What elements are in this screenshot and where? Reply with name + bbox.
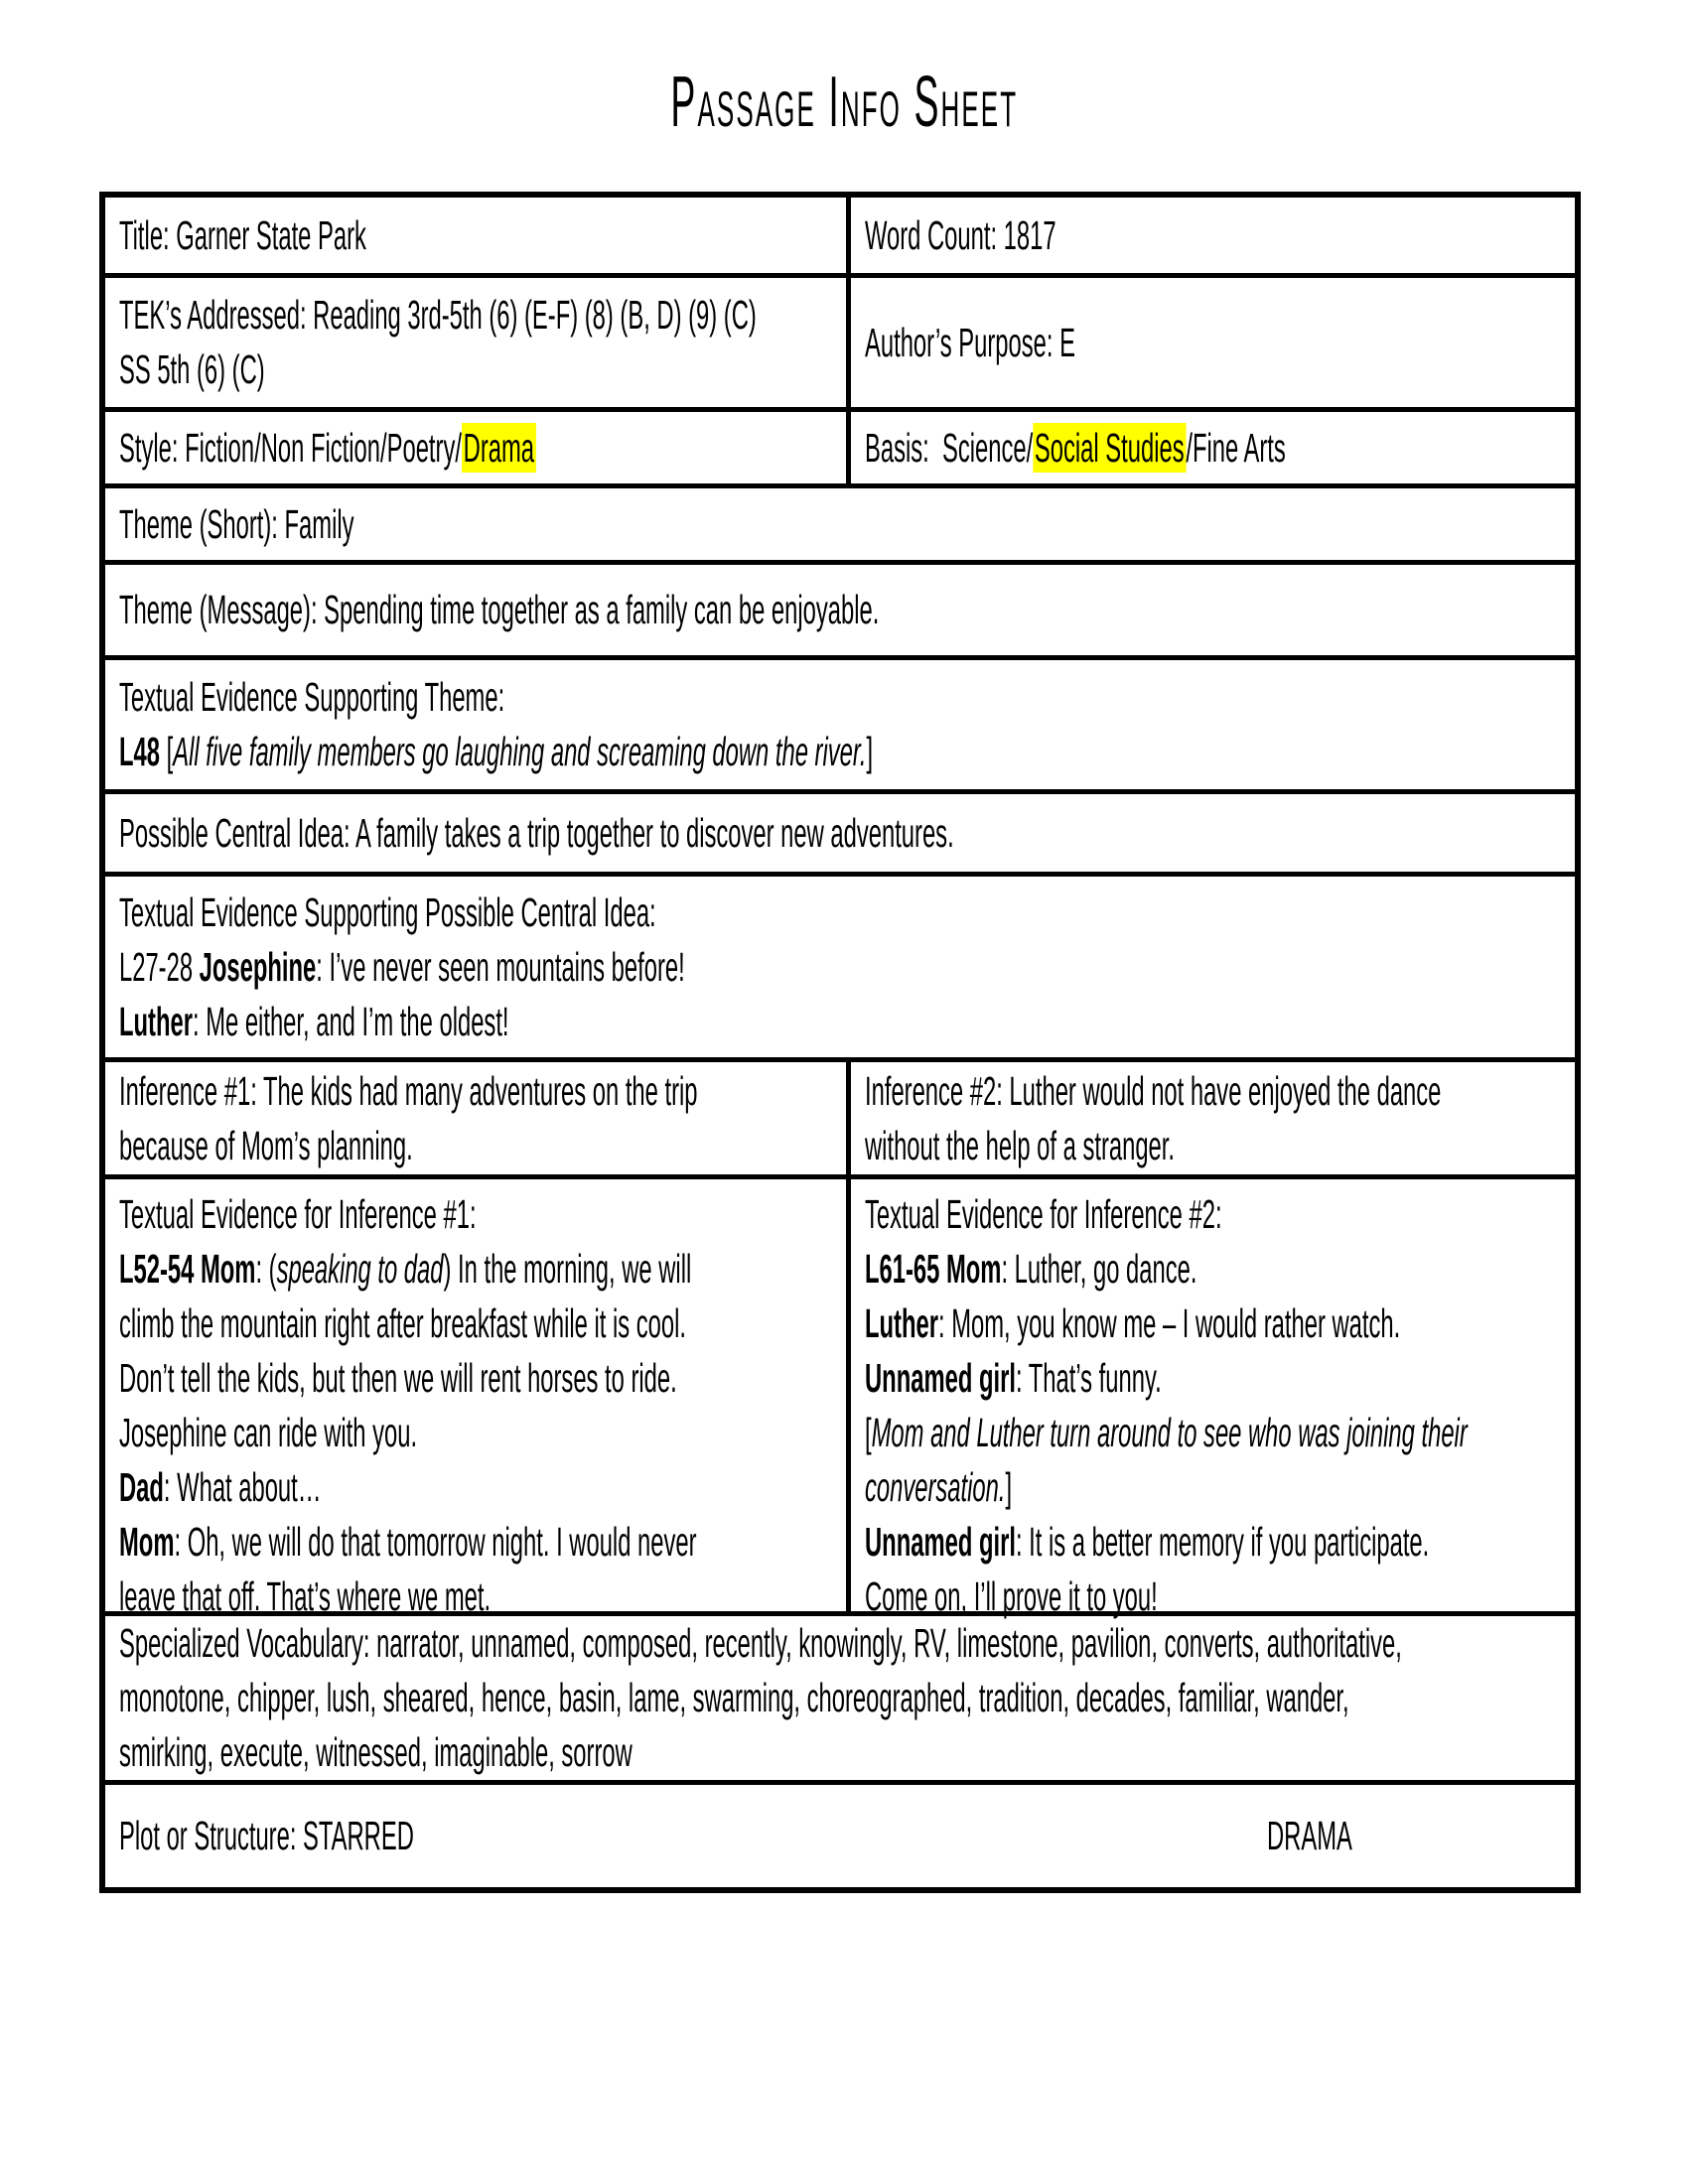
inference-1-cell (105, 1062, 846, 1174)
text-line (119, 1616, 1402, 1671)
drama-label (1267, 1785, 1414, 1887)
text-segment: Style: Fiction/Non Fiction/Poetry/ (119, 424, 462, 471)
text-segment: L27-28 (119, 943, 200, 990)
text-segment: Drama (463, 424, 535, 471)
text-segment: : ( (255, 1246, 277, 1292)
text-segment: Word Count: 1817 (865, 211, 1056, 258)
text-line (865, 421, 1286, 476)
text-segment: ] (866, 729, 874, 774)
text-segment: : It is a better memory if you participate. (1015, 1519, 1430, 1565)
text-segment: Come on, I’ll prove it to you! (865, 1573, 1158, 1619)
text-line (119, 1064, 698, 1119)
text-line (119, 421, 535, 476)
text-segment: Josephine (199, 943, 317, 990)
evidence-central-idea-cell (105, 877, 1575, 1057)
page-title-text: Passage Info Sheet (670, 63, 1018, 142)
text-line (119, 342, 532, 397)
row-theme-short (105, 483, 1575, 560)
text-segment: Mom (200, 1246, 256, 1292)
row-vocabulary (105, 1611, 1575, 1780)
text-segment: TEK’s Addressed: Reading 3rd-5th (6) (E-F) (8) (B, D) (9) (C) (119, 292, 757, 338)
row-title-wordcount (105, 198, 1575, 273)
text-line (865, 1406, 1468, 1460)
row-inferences (105, 1057, 1575, 1174)
text-line (119, 1351, 677, 1406)
text-line (119, 995, 955, 1049)
row-evidence-inferences (105, 1174, 1575, 1619)
text-segment: without the help of a stranger. (865, 1122, 1175, 1168)
text-segment: SS 5th (6) (C) (119, 346, 265, 392)
basis-cell (846, 412, 1605, 483)
inference-2-cell (846, 1062, 1688, 1174)
text-segment: Possible Central Idea: A family takes a trip together to discover new adventures. (119, 809, 954, 856)
text-segment: Unnamed girl (865, 1355, 1016, 1401)
text-line (119, 1809, 955, 1863)
text-segment: : Oh, we will do that tomorrow night. I would never (174, 1519, 697, 1565)
text-line (865, 208, 1269, 263)
text-segment: climb the mountain right after breakfast while it is cool. (119, 1300, 686, 1346)
text-line (119, 1671, 1402, 1725)
text-segment: : That’s funny. (1015, 1355, 1162, 1401)
theme-short-cell (105, 488, 1575, 560)
central-idea-cell (105, 794, 1575, 872)
teks-cell (105, 278, 846, 407)
text-segment: [ (865, 1410, 872, 1455)
text-segment: Theme (Message): Spending time together as a family can be enjoyable. (119, 587, 880, 632)
page-title (0, 62, 1688, 143)
text-line (119, 806, 955, 861)
text-segment: L52-54 (119, 1246, 201, 1292)
text-segment: L48 (119, 729, 167, 774)
text-segment: [ (166, 729, 174, 774)
text-segment: DRAMA (1267, 1813, 1352, 1858)
text-line (119, 208, 532, 263)
word-count-cell (846, 198, 1575, 273)
title-cell (105, 198, 846, 273)
text-segment: ] (1005, 1464, 1013, 1510)
text-line (119, 1725, 1402, 1780)
text-segment: Unnamed girl (865, 1519, 1016, 1565)
text-line (119, 886, 955, 940)
row-theme-message (105, 560, 1575, 655)
text-segment: Plot or Structure: STARRED (119, 1813, 414, 1858)
text-segment: Textual Evidence Supporting Possible Central Idea: (119, 888, 656, 935)
text-line (865, 1064, 1441, 1119)
row-style-basis (105, 407, 1575, 483)
text-line (865, 1460, 1468, 1515)
text-segment: leave that off. That’s where we met. (119, 1573, 492, 1619)
text-segment: Textual Evidence for Inference #2: (865, 1191, 1222, 1237)
text-segment: All five family members go laughing and screaming down the river. (173, 729, 867, 774)
text-line (865, 1119, 1441, 1173)
text-line (865, 316, 1269, 370)
row-plot-structure (105, 1780, 1575, 1887)
text-segment: : What about… (163, 1464, 322, 1510)
text-segment: Textual Evidence Supporting Theme: (119, 674, 505, 720)
text-line (119, 1297, 686, 1351)
text-segment: Luther (865, 1300, 938, 1346)
text-line (119, 1515, 697, 1570)
row-central-idea (105, 789, 1575, 872)
text-segment: Theme (Short): Family (119, 500, 354, 547)
text-line (865, 1351, 1468, 1406)
text-line (119, 670, 955, 725)
text-line (1267, 1809, 1352, 1863)
text-segment: speaking to dad (276, 1246, 444, 1292)
text-segment: Specialized Vocabulary: narrator, unnamed, composed, recently, knowingly, RV, limestone, pavilion, converts, authoritative, (119, 1620, 1402, 1666)
text-segment: Author’s Purpose: E (865, 319, 1075, 365)
text-segment: Social Studies (1034, 424, 1185, 471)
text-line (119, 1460, 532, 1515)
row-teks-purpose (105, 273, 1575, 407)
text-segment: L61-65 (865, 1246, 946, 1292)
text-segment: ) In the morning, we will (443, 1246, 692, 1292)
text-line (119, 1406, 532, 1460)
text-segment: Mom and Luther turn around to see who was joining their (871, 1410, 1468, 1455)
evidence-inference-2-cell (846, 1179, 1688, 1619)
text-line (119, 583, 955, 637)
plot-structure-cell (105, 1785, 1575, 1887)
text-segment: : Me either, and I’m the oldest! (192, 998, 509, 1044)
row-evidence-central-idea (105, 872, 1575, 1057)
text-segment: smirking, execute, witnessed, imaginable, sorrow (119, 1729, 633, 1775)
text-segment: because of Mom’s planning. (119, 1122, 413, 1168)
text-line (865, 1297, 1468, 1351)
theme-message-cell (105, 565, 1575, 655)
text-line (119, 288, 757, 342)
authors-purpose-cell (846, 278, 1575, 407)
text-segment: Title: Garner State Park (119, 211, 366, 258)
evidence-inference-1-cell (105, 1179, 846, 1619)
text-segment: Luther (119, 998, 193, 1044)
info-table (99, 192, 1581, 1893)
text-line (865, 1187, 1468, 1242)
text-segment: Dad (119, 1464, 164, 1510)
text-segment: conversation. (865, 1464, 1006, 1510)
text-segment: Mom (945, 1246, 1002, 1292)
text-segment: Josephine can ride with you. (119, 1410, 418, 1455)
text-segment: Don’t tell the kids, but then we will rent horses to ride. (119, 1355, 677, 1401)
vocabulary-cell (105, 1616, 1688, 1780)
text-segment: : Luther, go dance. (1001, 1246, 1197, 1292)
text-segment: /Fine Arts (1186, 424, 1286, 471)
text-segment: Mom (119, 1519, 175, 1565)
text-line (119, 725, 955, 779)
text-segment: Inference #2: Luther would not have enjoyed the dance (865, 1067, 1442, 1114)
text-segment: Textual Evidence for Inference #1: (119, 1191, 477, 1237)
row-evidence-theme (105, 655, 1575, 789)
text-line (865, 1242, 1468, 1297)
text-segment: Basis: Science/ (865, 424, 1034, 471)
text-line (119, 940, 955, 995)
text-segment: Inference #1: The kids had many adventures on the trip (119, 1067, 698, 1114)
text-segment: : I’ve never seen mountains before! (316, 943, 685, 990)
text-line (119, 1187, 532, 1242)
text-line (119, 1119, 532, 1173)
evidence-theme-cell (105, 660, 1575, 789)
text-line (119, 1242, 692, 1297)
style-cell (105, 412, 846, 483)
text-line (865, 1515, 1468, 1570)
text-segment: : Mom, you know me – I would rather watch. (937, 1300, 1401, 1346)
text-segment: monotone, chipper, lush, sheared, hence, basin, lame, swarming, choreographed, tradition, decades, familiar, wander, (119, 1675, 1349, 1720)
text-line (119, 497, 955, 552)
